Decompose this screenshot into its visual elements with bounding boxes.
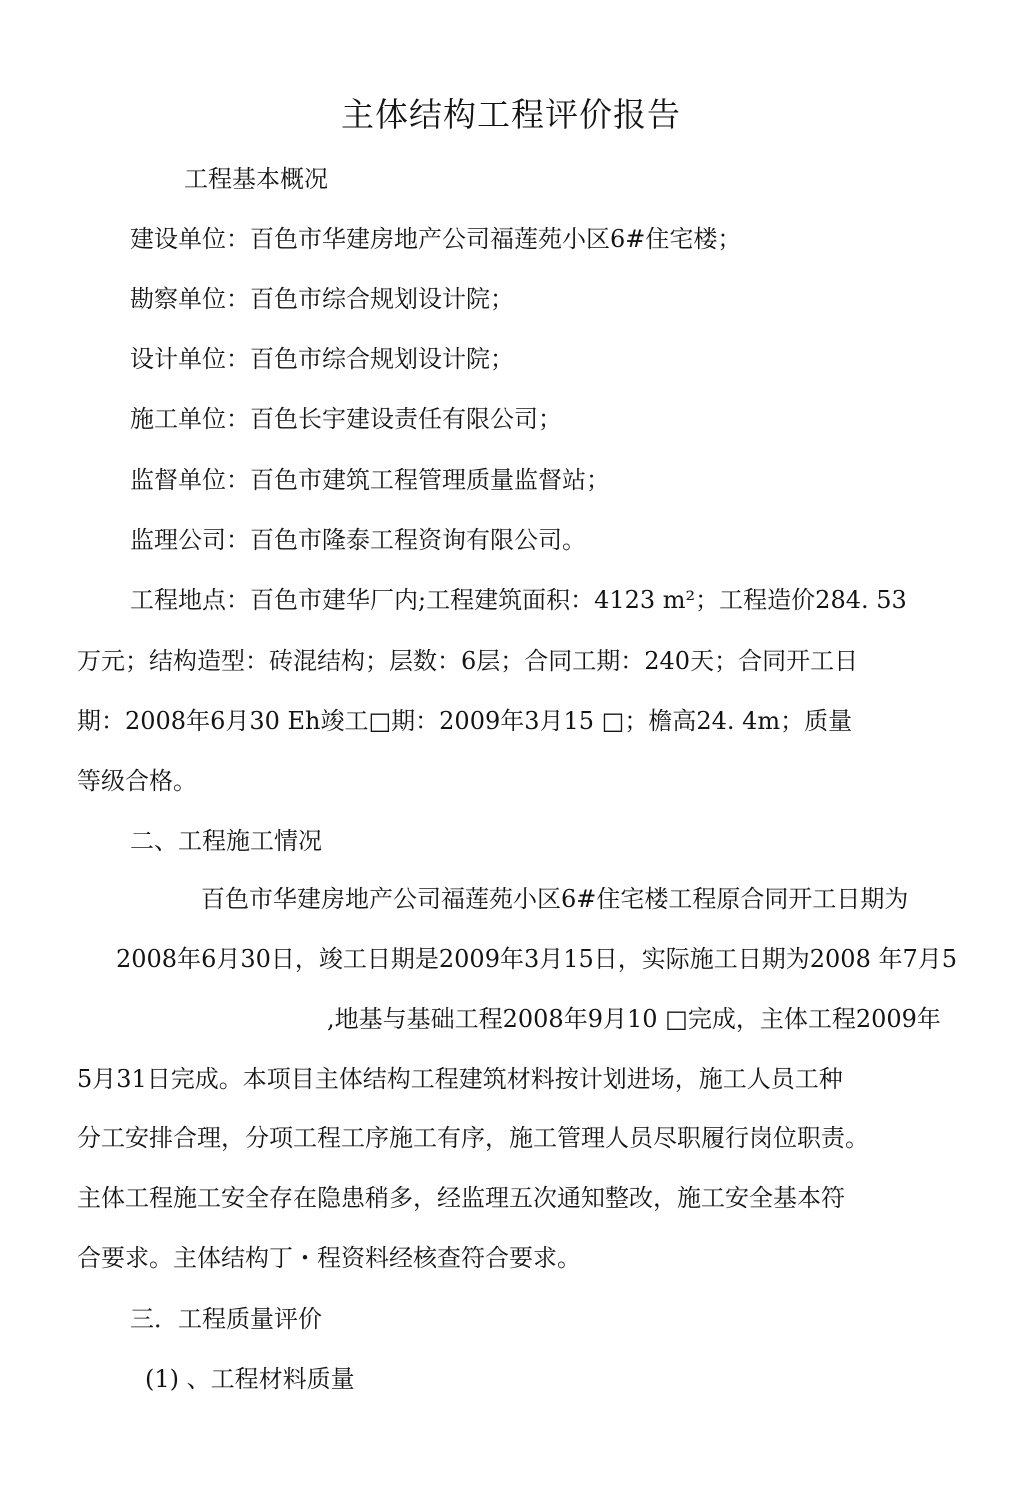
- construction-para-line-4: 5月31日完成。本项目主体结构工程建筑材料按计划进场，施工人员工种: [77, 1065, 843, 1093]
- construction-para-line-3: ,地基与基础工程2008年9月10 □完成，主体工程2009年: [327, 1005, 941, 1033]
- supervision-unit-line: 监督单位：百色市建筑工程管理质量监督站；: [130, 466, 610, 494]
- construction-unit-line: 建设单位：百色市华建房地产公司福莲苑小区6#住宅楼；: [130, 225, 742, 253]
- project-info-line-3: 期：2008年6月30 Eh竣工□期：2009年3月15 □；檐高24. 4m；质量: [77, 707, 853, 735]
- project-info-line-1: 工程地点：百色市建华厂内;工程建筑面积：4123 m²；工程造价284. 53: [130, 586, 907, 614]
- section-heading-construction: 二、工程施工情况: [130, 827, 322, 855]
- section-heading-quality: 三．工程质量评价: [130, 1305, 322, 1333]
- project-info-line-4: 等级合格。: [77, 767, 197, 795]
- supervisor-company-line: 监理公司：百色市隆泰工程资询有限公司。: [130, 526, 586, 554]
- survey-unit-line: 勘察单位：百色市综合规划设计院；: [130, 285, 514, 313]
- builder-unit-line: 施工单位：百色长宇建设责任有限公司；: [130, 405, 562, 433]
- project-info-line-2: 万元；结构造型：砖混结构；层数：6层；合同工期：240天；合同开工日: [77, 647, 859, 675]
- construction-para-line-6: 主体工程施工安全存在隐患稍多，经监理五次通知整改，施工安全基本符: [77, 1184, 845, 1212]
- section-heading-overview: 工程基本概况: [184, 165, 328, 193]
- design-unit-line: 设计单位：百色市综合规划设计院；: [130, 345, 514, 373]
- construction-para-line-1: 百色市华建房地产公司福莲苑小区6#住宅楼工程原合同开工日期为: [201, 885, 909, 913]
- construction-para-line-7: 合要求。主体结构丁・程资料经核查符合要求。: [77, 1244, 581, 1272]
- construction-para-line-5: 分工安排合理，分项工程工序施工有序，施工管理人员尽职履行岗位职责。: [77, 1124, 869, 1152]
- construction-para-line-2: 2008年6月30日，竣工日期是2009年3月15日，实际施工日期为2008 年7月5: [116, 945, 958, 973]
- document-title: 主体结构工程评价报告: [341, 95, 681, 134]
- subsection-heading-materials: (1) 、工程材料质量: [145, 1365, 355, 1393]
